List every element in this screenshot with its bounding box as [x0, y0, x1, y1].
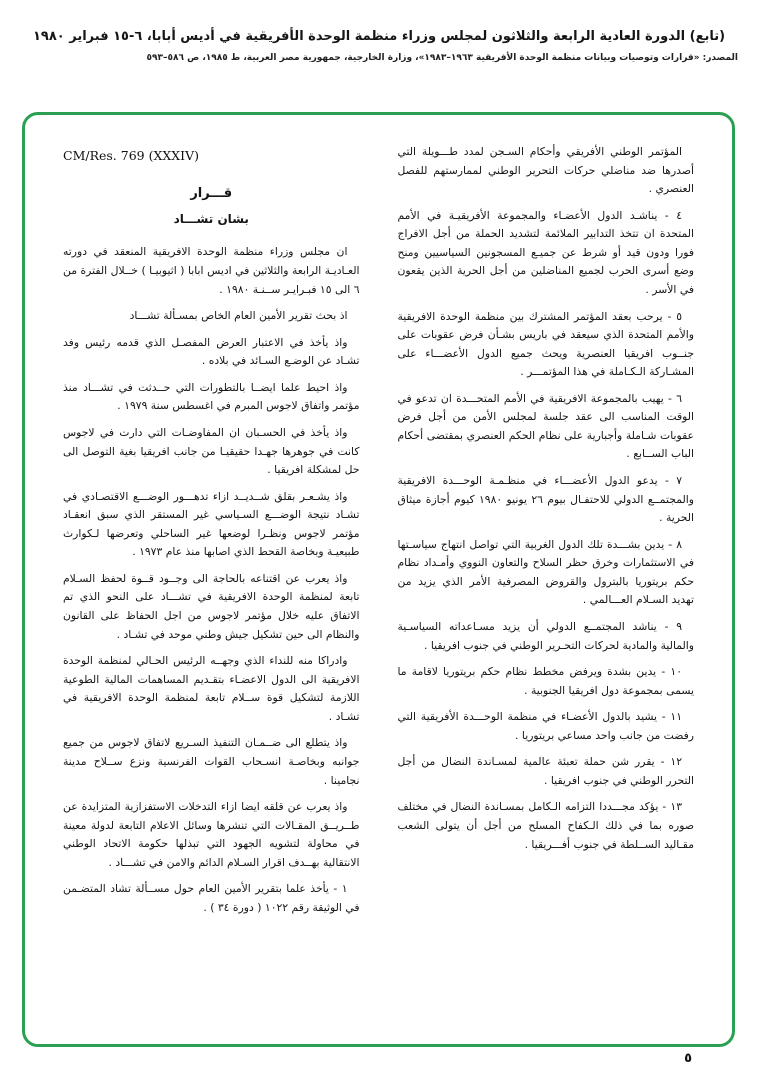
resolution-subtitle: بشان تشـــاد	[173, 211, 249, 226]
paragraph: ١١ - يشيد بالدول الأعضـاء في منظمة الوحـــدة الأفريقية التي رفضت من جانب واحد مساعي بريتوريا .	[397, 710, 694, 742]
column-right-continuation	[398, 143, 695, 1022]
paragraph: ١٢ - يقرر شن حملة تعبئة عالمية لمسـاندة النضال من أجل التحرر الوطني في جنوب افريقيا .	[397, 755, 694, 787]
content-border-box	[22, 112, 735, 1047]
paragraph: ١ - يأخذ علما بتقرير الأمين العام حول مســألة تشاد المتضـمن في الوثيقة رقم ١٠٢٢ ( دورة ٣٤ ) .	[63, 882, 360, 914]
page-header	[20, 28, 738, 63]
paragraph: ان مجلس وزراء منظمة الوحدة الافريقية المنعقد في دورته العـاديـة الرابعة والثلاثين في اديس ابابا ( اثيوبيـا ) خــلال الفترة من ٦ الى ١٥ فبـرايـر ســنـة ١٩٨٠ .	[63, 245, 360, 296]
paragraph: ٨ - يدين بشـــدة تلك الدول الغربية التي تواصل انتهاج سياسـتها في الاستثمارات وخرق حظر السلاح والتعاون النووي وأمـداد نظام حكم بريتوريا بالبترول والقروض المصرفية الأمر الذي يزيد من تهديد السـلام العـــالمي .	[397, 537, 694, 607]
page-number: ٥	[684, 1051, 692, 1066]
paragraph: ٦ - يهيب بالمجموعة الافريقية في الأمم المتحـــدة ان تدعو في الوقت المناسب الى عقد جلسة لمجلس الأمن من أجل فرض عقوبات شـاملة وأجبارية على نظام الحكم العنصري بمقتضى أحكام الباب الســابع .	[397, 391, 694, 461]
text-columns	[63, 143, 694, 1022]
paragraph: ٤ - يناشـد الدول الأعضـاء والمجموعة الأفريقيـة في الأمم المتحدة ان تتخذ التدابير الملائمة لتشديد الحملة من أجل الافراج فورا ودون قيد أو شرط عن جميـع المسجونين السياسيين ومنح وضع أسرى الحرب لجميع المناضلين من أجل الحرية الذين يقعون في الأسر .	[397, 208, 694, 296]
paragraph: وادراكا منه للنداء الذي وجهــه الرئيس الحـالي لمنظمة الوحدة الافريقية الى الدول الاعضـاء بتقـديم المساهمات المالية الطوعية اللازمة لتشكيل قوة ســلام تابعة لمنظمة الوحدة الافريقية في تشـاد .	[63, 654, 360, 723]
paragraph: اذ بحث تقرير الأمين العام الخاص بمسـألة تشـــاد	[129, 309, 348, 323]
paragraph: واذ يعرب عن قلقه ايضا ازاء التدخلات الاستفزازية المتزايدة عن طــريــق المقـالات التي تنشرها وسائل الاعلام التابعة لدولة معينة في محاولة لتشويه الجهود التي تبذلها حكومة الاتحاد الوطني الانتقالية بهــدف اقرار السـلام الدائم والامن في تشـــاد .	[63, 800, 360, 869]
paragraph: ٥ - يرحب بعقد المؤتمر المشترك بين منظمة الوحدة الافريقية والأمم المتحدة الذي سيعقد في باريس بشـأن فرض عقوبات على جنــوب افريقيا العنصرية ويحث جميع الدول الأعضـــاء على المشـاركة الـكـاملة في هذا المؤتمـــر .	[397, 309, 694, 379]
paragraph: واذ يأخذ في الاعتبار العرض المفصـل الذي قدمه رئيس وفد تشـاد عن الوضـع السـائد في بلاده .	[63, 335, 360, 368]
session-title: (تابع) الدورة العادية الرابعة والثلاثون لمجلس وزراء منظمة الوحدة الأفريقية في أديس أبابا، ٦-١٥ فبراير ١٩٨٠	[32, 29, 726, 44]
paragraph: ٩ - يناشد المجتمــع الدولي أن يزيد مسـاعداته السياسـية والمالية والمادية لحركات التحـرير الوطني في جنوب افريقيا .	[397, 619, 694, 652]
paragraph: واذ احيط علما ايضــا بالتطورات التي حــدثت في تشـــاد منذ مؤتمر واتفاق لاجوس المبرم في اغسطس سنة ١٩٧٩ .	[63, 380, 360, 413]
paragraph: ١٠ - يدين بشدة ويرفض مخطط نظام حكم بريتوريا لاقامة ما يسمى بمجموعة دول افريقيا الجنوبية .	[397, 665, 694, 697]
resolution-title: قـــرار	[190, 185, 233, 201]
paragraph: ١٣ - يؤكد مجـــددا التزامه الـكامل بمسـاندة النضال في مختلف صوره بما في ذلك الـكفاح المسلح من أجل أن يتولى الشعب مقـاليد الســلطة في جنوب أفـــريقيا .	[397, 800, 694, 851]
resolution-id: CM/Res. 769 (XXXIV)	[63, 148, 199, 163]
paragraph: المؤتمر الوطني الأفريقي وأحكام السـجن لمدد طـــويلة التي أصدرها ضد مناضلي حركات التحرير الوطني لممارستهم للفصل العنصري .	[397, 145, 694, 196]
paragraph: واذ يشـعـر بقلق شــديــد ازاء تدهـــور الوضـــع الاقتصـادي في تشـاد نتيجة الوضـــع السـياسي غير المستقر الذي سبق انعقـاد مؤتمر لاجوس ونظـرا لوضعها غير الساحلي وتعرضها لـكوارث طبيعيـة وبخاصة القحط الذي اصابها منذ عام ١٩٧٣ .	[63, 489, 360, 559]
source-citation: المصدر: «قرارات وتوصيات وبيانات منظمة الوحدة الأفريقية ١٩٦٣–١٩٨٣»، وزارة الخارجية، جمهورية مصر العربية، ط ١٩٨٥، ص ٥٨٦–٥٩٣	[146, 53, 738, 64]
column-left-resolution	[63, 143, 360, 1022]
paragraph: واذ يتطلع الى ضــمـان التنفيذ السـريع لاتفاق لاجوس من جميع جوانبه وبخاصـة انسـحاب القوات الفرنسية ونزع ســلاح مدينة نجامينا .	[63, 736, 360, 787]
paragraph: واذ يأخذ في الحسـبان ان المفاوضـات التي دارت في لاجوس كانت في جوهرها جهـدا حقيقيـا من جانب افريقيا بغية التوصل الى حل لمشكلة افريقيا .	[63, 425, 360, 477]
paragraph: ٧ - يدعو الدول الأعضـــاء في منظـمـة الوحـــدة الافريقية والمجتمــع الدولي للاحتفـال بيوم ٢٦ يونيو ١٩٨٠ كيوم أجازة ميثاق الحرية .	[397, 474, 694, 525]
paragraph: واذ يعرب عن اقتناعه بالحاجة الى وجــود قــوة لحفظ السـلام تابعة لمنظمة الوحدة الافريقية في تشـــاد على النحو الذي تم الاتفاق عليه خلال مؤتمر لاجوس من اجل الحفاظ على القانون والنظام الى حين تشكيل جيش وطني موحد في تشـاد .	[63, 571, 360, 641]
resolution-body	[63, 243, 360, 917]
